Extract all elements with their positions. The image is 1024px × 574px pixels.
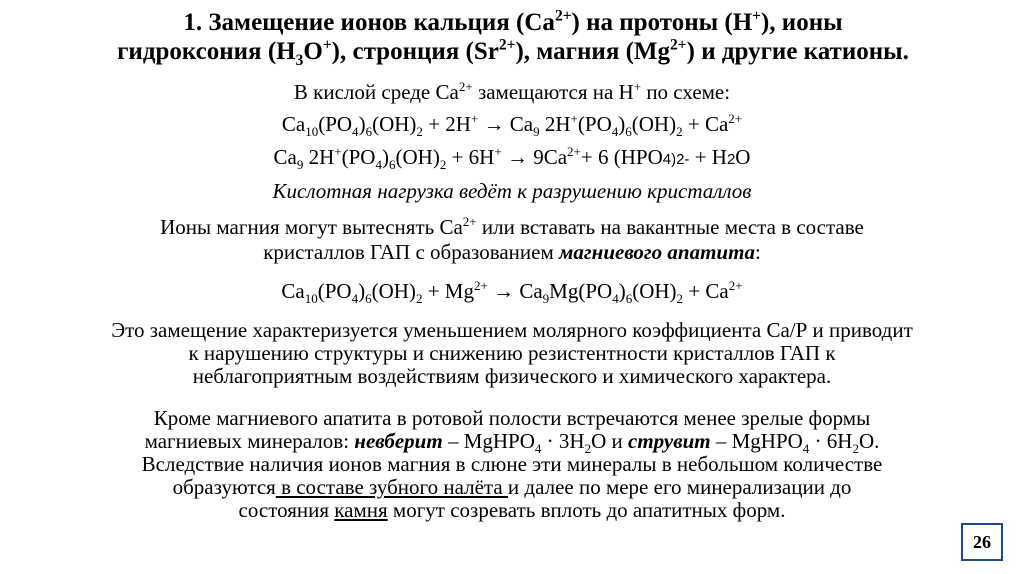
slide-title	[18, 7, 1008, 69]
minerals-line-3: Вследствие наличия ионов магния в слюне эти минералы в небольшом количестве	[141, 452, 883, 476]
minerals-line-4: образуются в составе зубного налёта и далее по мере его минерализации до	[172, 475, 852, 499]
replacement-line-3: неблагоприятным воздействиям физического и химического характера.	[192, 364, 832, 388]
magnesium-text-line-2: кристаллов ГАП с образованием магниевого апатита:	[263, 240, 761, 264]
minerals-line-5: состояния камня могут созревать вплоть до апатитных форм.	[238, 498, 786, 522]
acid-note: Кислотная нагрузка ведёт к разрушению кристаллов	[272, 179, 752, 203]
equation-2: $Ca_9$ $2H^+(PO_4)_6(OH)_2 + 6H^+ \to 9Ca^{2+}+ 6$ (HPO4)2- + H2O	[273, 144, 751, 173]
title-line-1: 1. Замещение ионов кальция $(Са^{2+})$ на протоны (Н+), ионы	[183, 7, 843, 36]
page-number: 26	[961, 523, 1003, 561]
replacement-line-2: к нарушению структуры и снижению резистентности кристаллов ГАП к	[188, 341, 836, 365]
acid-intro: В кислой среде $Са^{2+}$ замещаются на Н+ по схеме:	[293, 79, 731, 104]
replacement-line-1: Это замещение характеризуется уменьшением молярного коэффициента Са/Р и приводит	[111, 318, 913, 342]
equation-3: $Са_{10}(PO_4)_6(OH)_2 + Mg^{2+} \to Ca_9Mg(PO_4)_6(OH)_2 + Ca^{2+}$	[281, 278, 743, 307]
minerals-line-1: Кроме магниевого апатита в ротовой полости встречаются менее зрелые формы	[153, 406, 871, 430]
equation-1: $Са_{10}(PO_4)_6(OH)_2 + 2H^+ \to Ca_9$ $2H^+(PO_4)_6(OH)_2 + Ca^{2+}$	[281, 111, 743, 140]
magnesium-text-line-1: Ионы магния могут вытеснять $Са^{2+}$ или вставать на вакантные места в составе	[160, 214, 864, 239]
minerals-line-2: магниевых минералов: невберит – MgHPO$_4$ · $3H_2O$ и струвит – MgHPO$_4$ · $6H_2O$.	[144, 429, 880, 457]
title-line-2: гидроксония $(Н_3О^+)$, стронция $(Sr^{2+})$, магния $(Mg^{2+})$ и другие катионы.	[117, 36, 909, 69]
